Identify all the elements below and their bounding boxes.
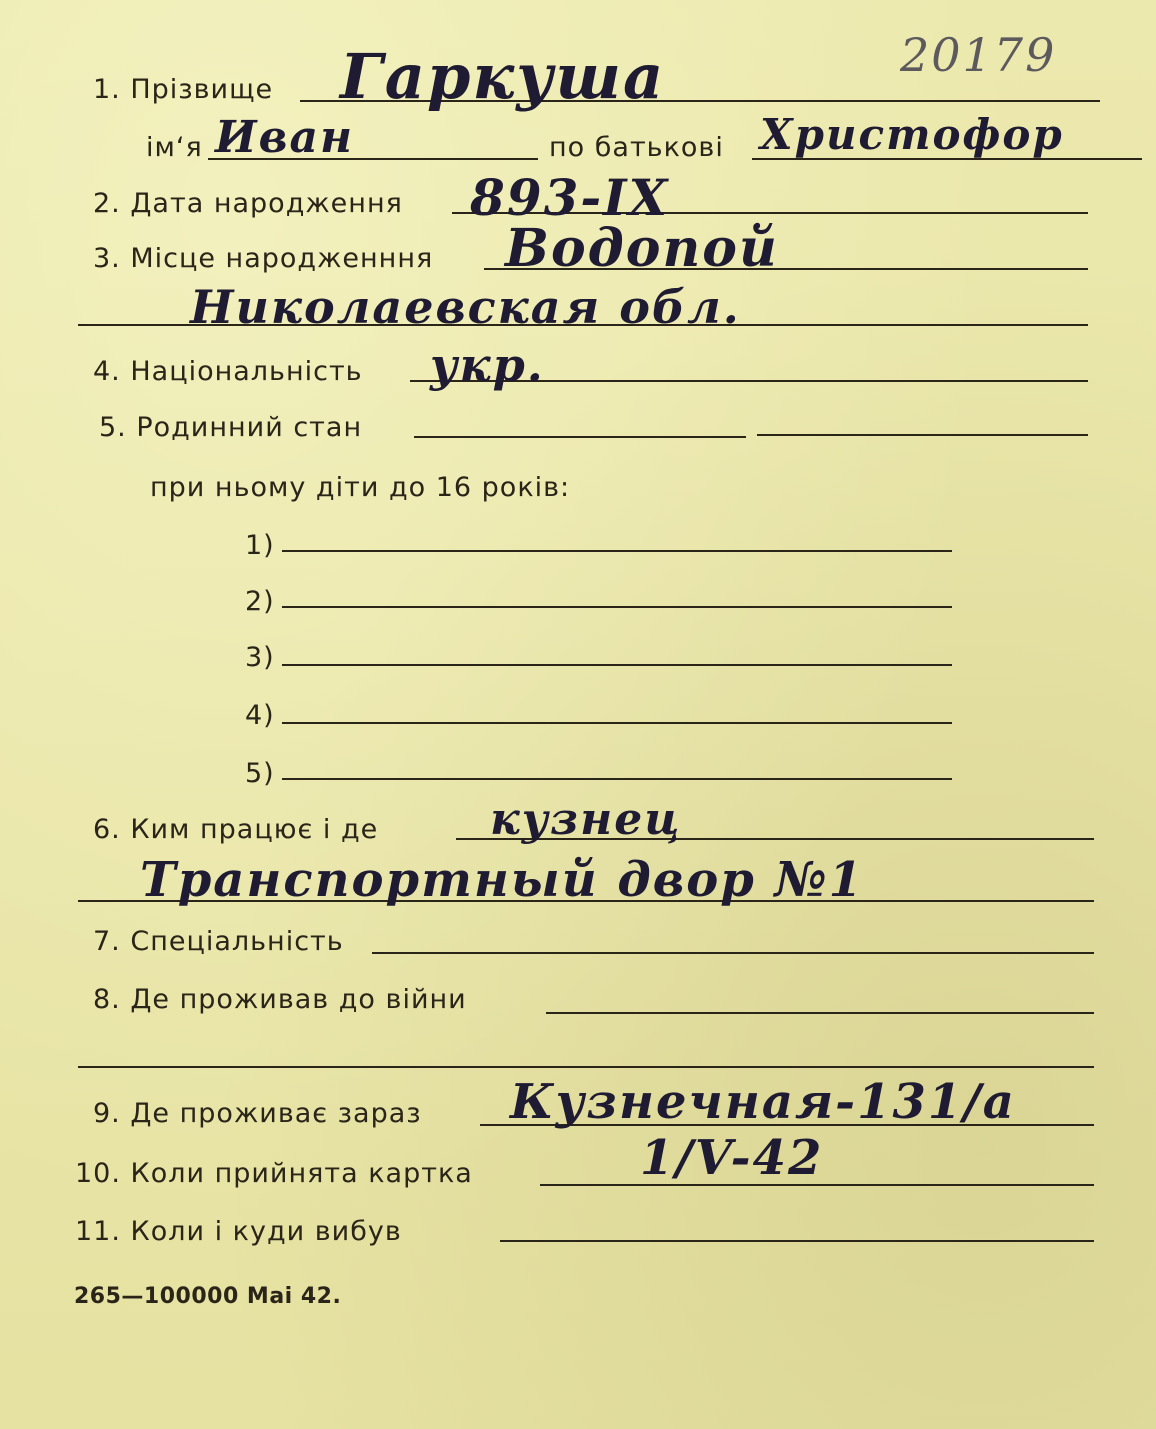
patronymic-label: по батькові [549, 132, 724, 163]
children-label: при ньому діти до 16 років: [150, 472, 571, 503]
specialty-line [372, 952, 1094, 954]
left-label: 11. Коли і куди вибув [75, 1216, 402, 1247]
surname-value: Гаркуша [340, 40, 666, 113]
card-label: 10. Коли прийнята картка [75, 1158, 473, 1189]
current-value: Кузнечная-131/а [510, 1074, 1016, 1130]
child-line-2 [282, 606, 952, 608]
nationality-label: 4. Національність [93, 356, 363, 387]
prewar-label: 8. Де проживав до війни [93, 984, 467, 1015]
child-line-3 [282, 664, 952, 666]
birthdate-label: 2. Дата народження [93, 188, 403, 219]
child-number-2: 2) [245, 586, 275, 617]
child-number-5: 5) [245, 758, 275, 789]
child-line-4 [282, 722, 952, 724]
prewar-line [546, 1012, 1094, 1014]
prewar-line-2 [78, 1066, 1094, 1068]
specialty-label: 7. Спеціальність [93, 926, 344, 957]
child-number-4: 4) [245, 700, 275, 731]
nationality-value: укр. [430, 338, 545, 392]
birthplace-label: 3. Місце народженння [93, 243, 434, 274]
birthdate-value: 893-IX [470, 168, 670, 227]
archive-number: 20179 [900, 28, 1057, 82]
work-value: кузнец [490, 794, 682, 845]
patronymic-value: Христофор [760, 110, 1064, 159]
name-value: Иван [215, 112, 355, 163]
name-label: ім‘я [146, 132, 203, 163]
card-value: 1/V-42 [640, 1130, 824, 1186]
current-label: 9. Де проживає зараз [93, 1098, 422, 1129]
child-number-1: 1) [245, 530, 275, 561]
family-line [414, 436, 746, 438]
birthplace-value-2: Николаевская обл. [190, 280, 741, 334]
left-line [500, 1240, 1094, 1242]
work-value-2: Транспортный двор №1 [140, 852, 865, 908]
child-line-5 [282, 778, 952, 780]
print-run-footer: 265—100000 Mai 42. [74, 1284, 342, 1309]
family-line-2 [757, 434, 1088, 436]
child-number-3: 3) [245, 642, 275, 673]
work-label: 6. Ким працює і де [93, 814, 379, 845]
family-label: 5. Родинний стан [99, 412, 363, 443]
child-line-1 [282, 550, 952, 552]
surname-label: 1. Прізвище [93, 74, 274, 105]
birthplace-value: Водопой [505, 218, 779, 279]
